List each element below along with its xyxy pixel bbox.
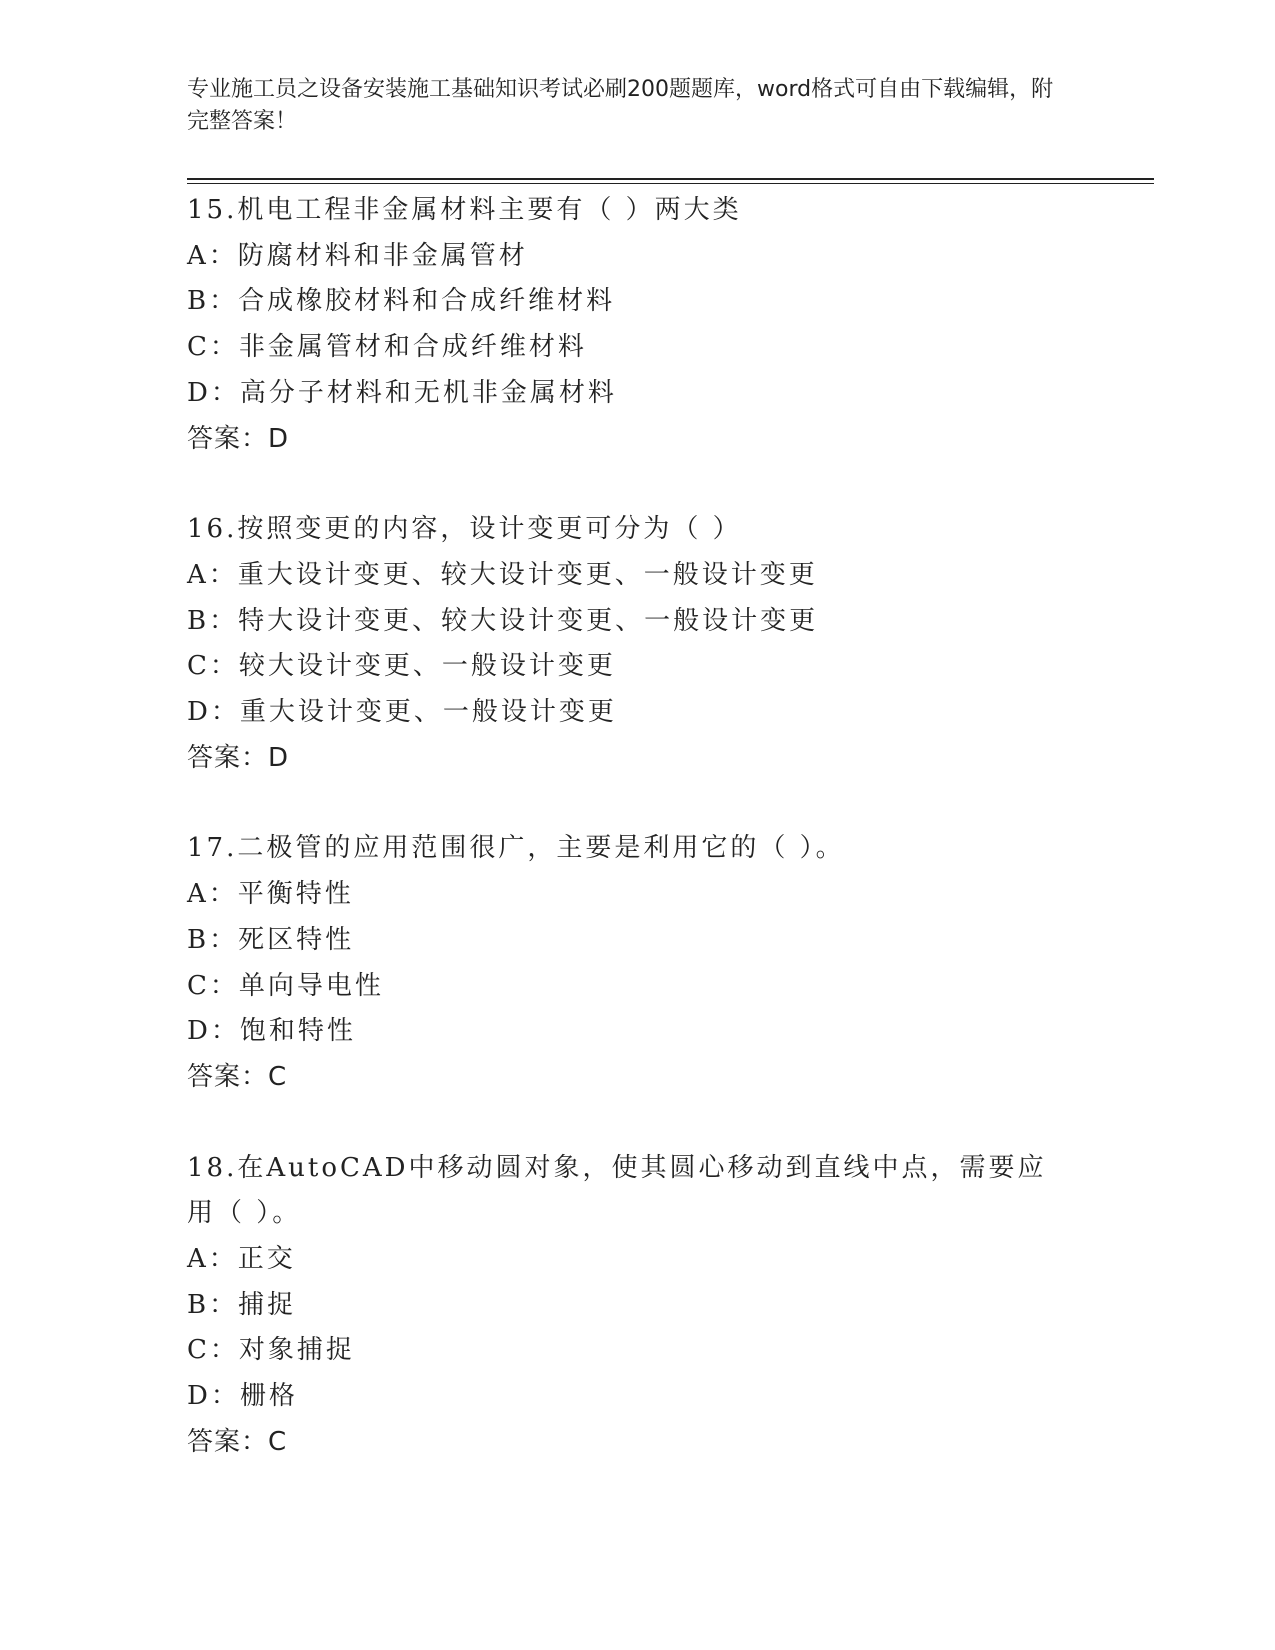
- option-a: A：防腐材料和非金属管材: [187, 240, 528, 271]
- option-c: C：非金属管材和合成纤维材料: [187, 332, 587, 363]
- answer: 答案：D: [187, 423, 290, 454]
- option-d: D：重大设计变更、一般设计变更: [187, 697, 617, 728]
- option-c: C：对象捕捉: [187, 1335, 355, 1366]
- option-d: D：栅格: [187, 1381, 298, 1412]
- answer: 答案：D: [187, 742, 290, 773]
- header-divider-thick: [187, 178, 1154, 180]
- option-b: B：捕捉: [187, 1289, 297, 1320]
- question-text: 15.机电工程非金属材料主要有（ ）两大类: [187, 195, 742, 225]
- header-divider-thin: [187, 183, 1154, 184]
- option-a: A：重大设计变更、较大设计变更、一般设计变更: [187, 559, 818, 590]
- question-15: [187, 188, 1187, 462]
- document-header: 专业施工员之设备安装施工基础知识考试必刷200题题库，word格式可自由下载编辑，附完整答案！: [187, 77, 1054, 134]
- question-17: [187, 826, 1187, 1100]
- question-text: 18.在AutoCAD中移动圆对象，使其圆心移动到直线中点，需要应用（ ）。: [187, 1152, 1047, 1229]
- question-16: [187, 507, 1187, 781]
- option-a: A：正交: [187, 1244, 296, 1275]
- question-text: 16.按照变更的内容，设计变更可分为（ ）: [187, 514, 742, 545]
- option-c: C：较大设计变更、一般设计变更: [187, 651, 616, 682]
- answer: 答案：C: [187, 1061, 288, 1092]
- question-list: [187, 188, 1187, 1511]
- question-text: 17.二极管的应用范围很广，主要是利用它的（ ）。: [187, 833, 845, 864]
- option-c: C：单向导电性: [187, 970, 384, 1001]
- option-b: B：合成橡胶材料和合成纤维材料: [187, 286, 616, 317]
- option-b: B：死区特性: [187, 924, 355, 955]
- option-a: A：平衡特性: [187, 879, 354, 910]
- option-b: B：特大设计变更、较大设计变更、一般设计变更: [187, 605, 819, 636]
- question-18: [187, 1146, 1187, 1466]
- option-d: D：饱和特性: [187, 1016, 356, 1047]
- option-d: D：高分子材料和无机非金属材料: [187, 377, 617, 408]
- answer: 答案：C: [187, 1426, 288, 1457]
